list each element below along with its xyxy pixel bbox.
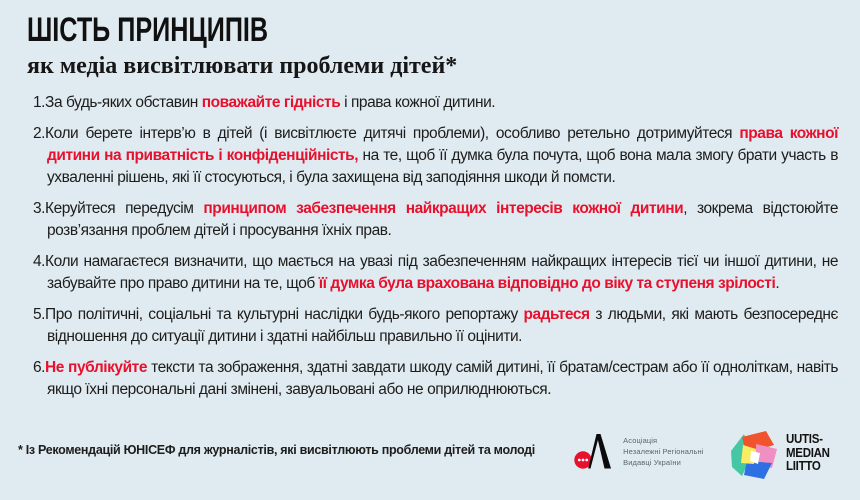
principle-item-2	[33, 123, 838, 189]
principle-text: на те, щоб її думка була почута, щоб вона мала змогу брати участь в ухваленні рішень, які її стосуються, і була захищена від заподіяння шкоди й помсти.	[47, 147, 838, 186]
principle-highlight: її думка була врахована відповідно до віку та ступеня зрілості	[318, 275, 776, 292]
anrvu-line-2: Незалежні Регіональні	[623, 446, 704, 456]
principle-item-3	[33, 198, 838, 242]
principle-number: 4.	[33, 253, 46, 270]
uutis-line-3: LIITTO	[786, 459, 822, 473]
principle-number: 5.	[33, 306, 46, 323]
principle-item-6	[33, 357, 838, 401]
principle-highlight: радьтеся	[523, 306, 590, 323]
principle-number: 2.	[33, 125, 46, 142]
anrvu-logo-icon	[573, 430, 615, 472]
anrvu-line-3: Видавці України	[623, 457, 681, 467]
principles-list	[33, 92, 838, 410]
principle-text: Керуйтеся передусім	[45, 200, 204, 217]
principle-text: , зокрема відстоюйте розв’язання проблем дітей і просування їхніх прав.	[47, 200, 838, 239]
anrvu-logo-text	[623, 435, 703, 468]
uutismedia-logo-text	[786, 430, 830, 474]
principle-highlight: права кожної дитини на приватність і конфіденційність,	[47, 125, 838, 164]
principle-text: тексти та зображення, здатні завдати шкоду самій дитині, її братам/сестрам або її одноліткам, навіть якщо їхні персональні дані змінені, завуальовані або не оприлюднюються.	[47, 359, 839, 398]
footnote: * Із Рекомендацій ЮНІСЕФ для журналістів, які висвітлюють проблеми дітей та молоді	[18, 443, 535, 457]
principle-text: Про політичні, соціальні та культурні наслідки будь-якого репортажу	[45, 306, 524, 323]
principle-number: 3.	[33, 200, 46, 217]
principle-text: Коли намагаєтеся визначити, що мається на увазі під забезпеченням найкращих інтересів тієї чи іншої дитини, не забувайте про право дитини на те, щоб	[45, 253, 838, 292]
principle-highlight: поважайте гідність	[201, 94, 341, 111]
uutismedia-logo	[729, 430, 834, 480]
principle-number: 1.	[33, 94, 46, 111]
footer-logos	[573, 430, 834, 480]
principle-number: 6.	[33, 359, 46, 376]
principle-highlight: принципом забезпечення найкращих інтересів кожної дитини	[203, 200, 684, 217]
page-title: ШІСТЬ ПРИНЦИПІВ	[27, 11, 269, 49]
uutis-line-1: UUTIS-	[786, 432, 824, 446]
principle-highlight: Не публікуйте	[45, 359, 147, 376]
principle-item-1	[33, 92, 838, 114]
anrvu-logo	[573, 430, 703, 472]
principle-text: Коли берете інтерв’ю в дітей (і висвітлюєте дитячі проблеми), особливо ретельно дотримуйтеся	[45, 125, 740, 142]
header	[27, 12, 457, 81]
principle-text: з людьми, які мають безпосереднє відношення до ситуації дитини і здатні найбільш правильно її оцінити.	[47, 306, 838, 345]
principle-text: і права кожної дитини.	[340, 94, 496, 111]
page-subtitle: як медіа висвітлювати проблеми дітей*	[27, 53, 458, 79]
anrvu-line-1: Асоціація	[623, 435, 658, 445]
principle-item-4	[33, 251, 838, 295]
principle-item-5	[33, 304, 838, 348]
principle-text: .	[775, 275, 780, 292]
principle-text: За будь-яких обставин	[45, 94, 202, 111]
uutismedia-logo-icon	[729, 430, 779, 480]
uutis-line-2: MEDIAN	[786, 445, 831, 460]
